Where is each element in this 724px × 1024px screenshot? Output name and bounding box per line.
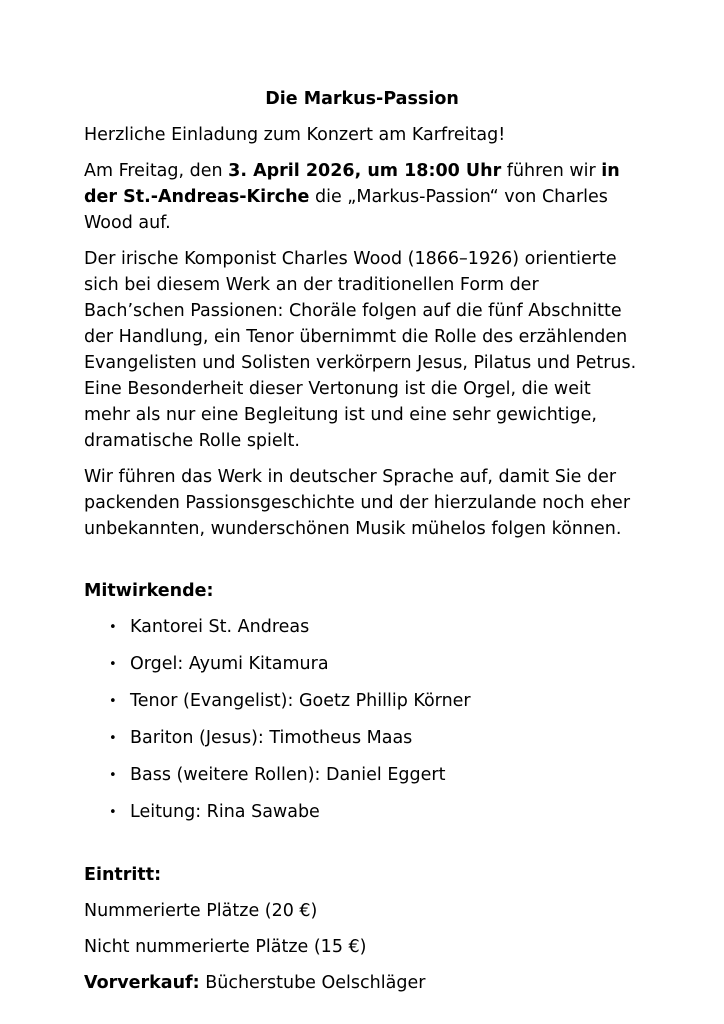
about-work-paragraph: Der irische Komponist Charles Wood (1866–1926) orientierte sich bei diesem Werk an der traditionellen Form der Bach’schen Passionen: Choräle folgen auf die fünf Abschnitte der Handlung, ein Tenor übernimmt die Rolle des erzählenden Evangelisten und Solisten verkörpern Jesus, Pilatus und Petrus. Eine Besonderheit dieser Vertonung ist die Orgel, die weit mehr als nur eine Begleitung ist und eine sehr gewichtige, dramatische Rolle spielt. — [84, 249, 637, 451]
blank-line — [84, 836, 640, 862]
performer-text: Bariton (Jesus): Timotheus Maas — [130, 728, 413, 748]
text-segment: Am Freitag, den — [84, 161, 229, 181]
list-item — [84, 688, 640, 715]
performers-list — [84, 614, 640, 826]
performer-text: Orgel: Ayumi Kitamura — [130, 654, 329, 674]
presale-line — [84, 970, 640, 996]
document-title: Die Markus-Passion — [265, 89, 459, 109]
intro-paragraph: Herzliche Einladung zum Konzert am Karfreitag! — [84, 125, 506, 145]
bullet-icon: • — [109, 657, 117, 672]
bullet-icon: • — [109, 768, 117, 783]
list-item — [84, 725, 640, 752]
bullet-icon: • — [109, 694, 117, 709]
text-segment: führen wir — [501, 161, 602, 181]
date-location-paragraph — [84, 158, 640, 236]
unnumbered-seats-line: Nicht nummerierte Plätze (15 €) — [84, 937, 367, 957]
bold-text-segment: 3. April 2026, um 18:00 Uhr — [228, 161, 502, 181]
bold-text-segment: in der St.-Andreas-Kirche — [84, 161, 620, 207]
bullet-icon: • — [109, 731, 117, 746]
admission-heading: Eintritt: — [84, 865, 162, 885]
performer-text: Bass (weitere Rollen): Daniel Eggert — [130, 765, 446, 785]
presale-label: Vorverkauf: — [84, 973, 200, 993]
performer-text: Tenor (Evangelist): Goetz Phillip Körner — [130, 691, 471, 711]
bullet-icon: • — [109, 620, 117, 635]
bullet-icon: • — [109, 805, 117, 820]
list-item — [84, 799, 640, 826]
language-note-paragraph: Wir führen das Werk in deutscher Sprache auf, damit Sie der packenden Passionsgeschichte und der hierzulande noch eher unbekannten, wunderschönen Musik mühelos folgen können. — [84, 467, 631, 539]
presale-value: Bücherstube Oelschläger — [199, 973, 426, 993]
list-item — [84, 762, 640, 789]
text-segment: die „Markus-Passion“ von Charles Wood auf. — [84, 187, 608, 233]
list-item — [84, 651, 640, 678]
blank-line — [84, 552, 640, 578]
performer-text: Kantorei St. Andreas — [130, 617, 310, 637]
list-item — [84, 614, 640, 641]
performer-text: Leitung: Rina Sawabe — [130, 802, 320, 822]
numbered-seats-line: Nummerierte Plätze (20 €) — [84, 901, 318, 921]
performers-heading: Mitwirkende: — [84, 581, 214, 601]
